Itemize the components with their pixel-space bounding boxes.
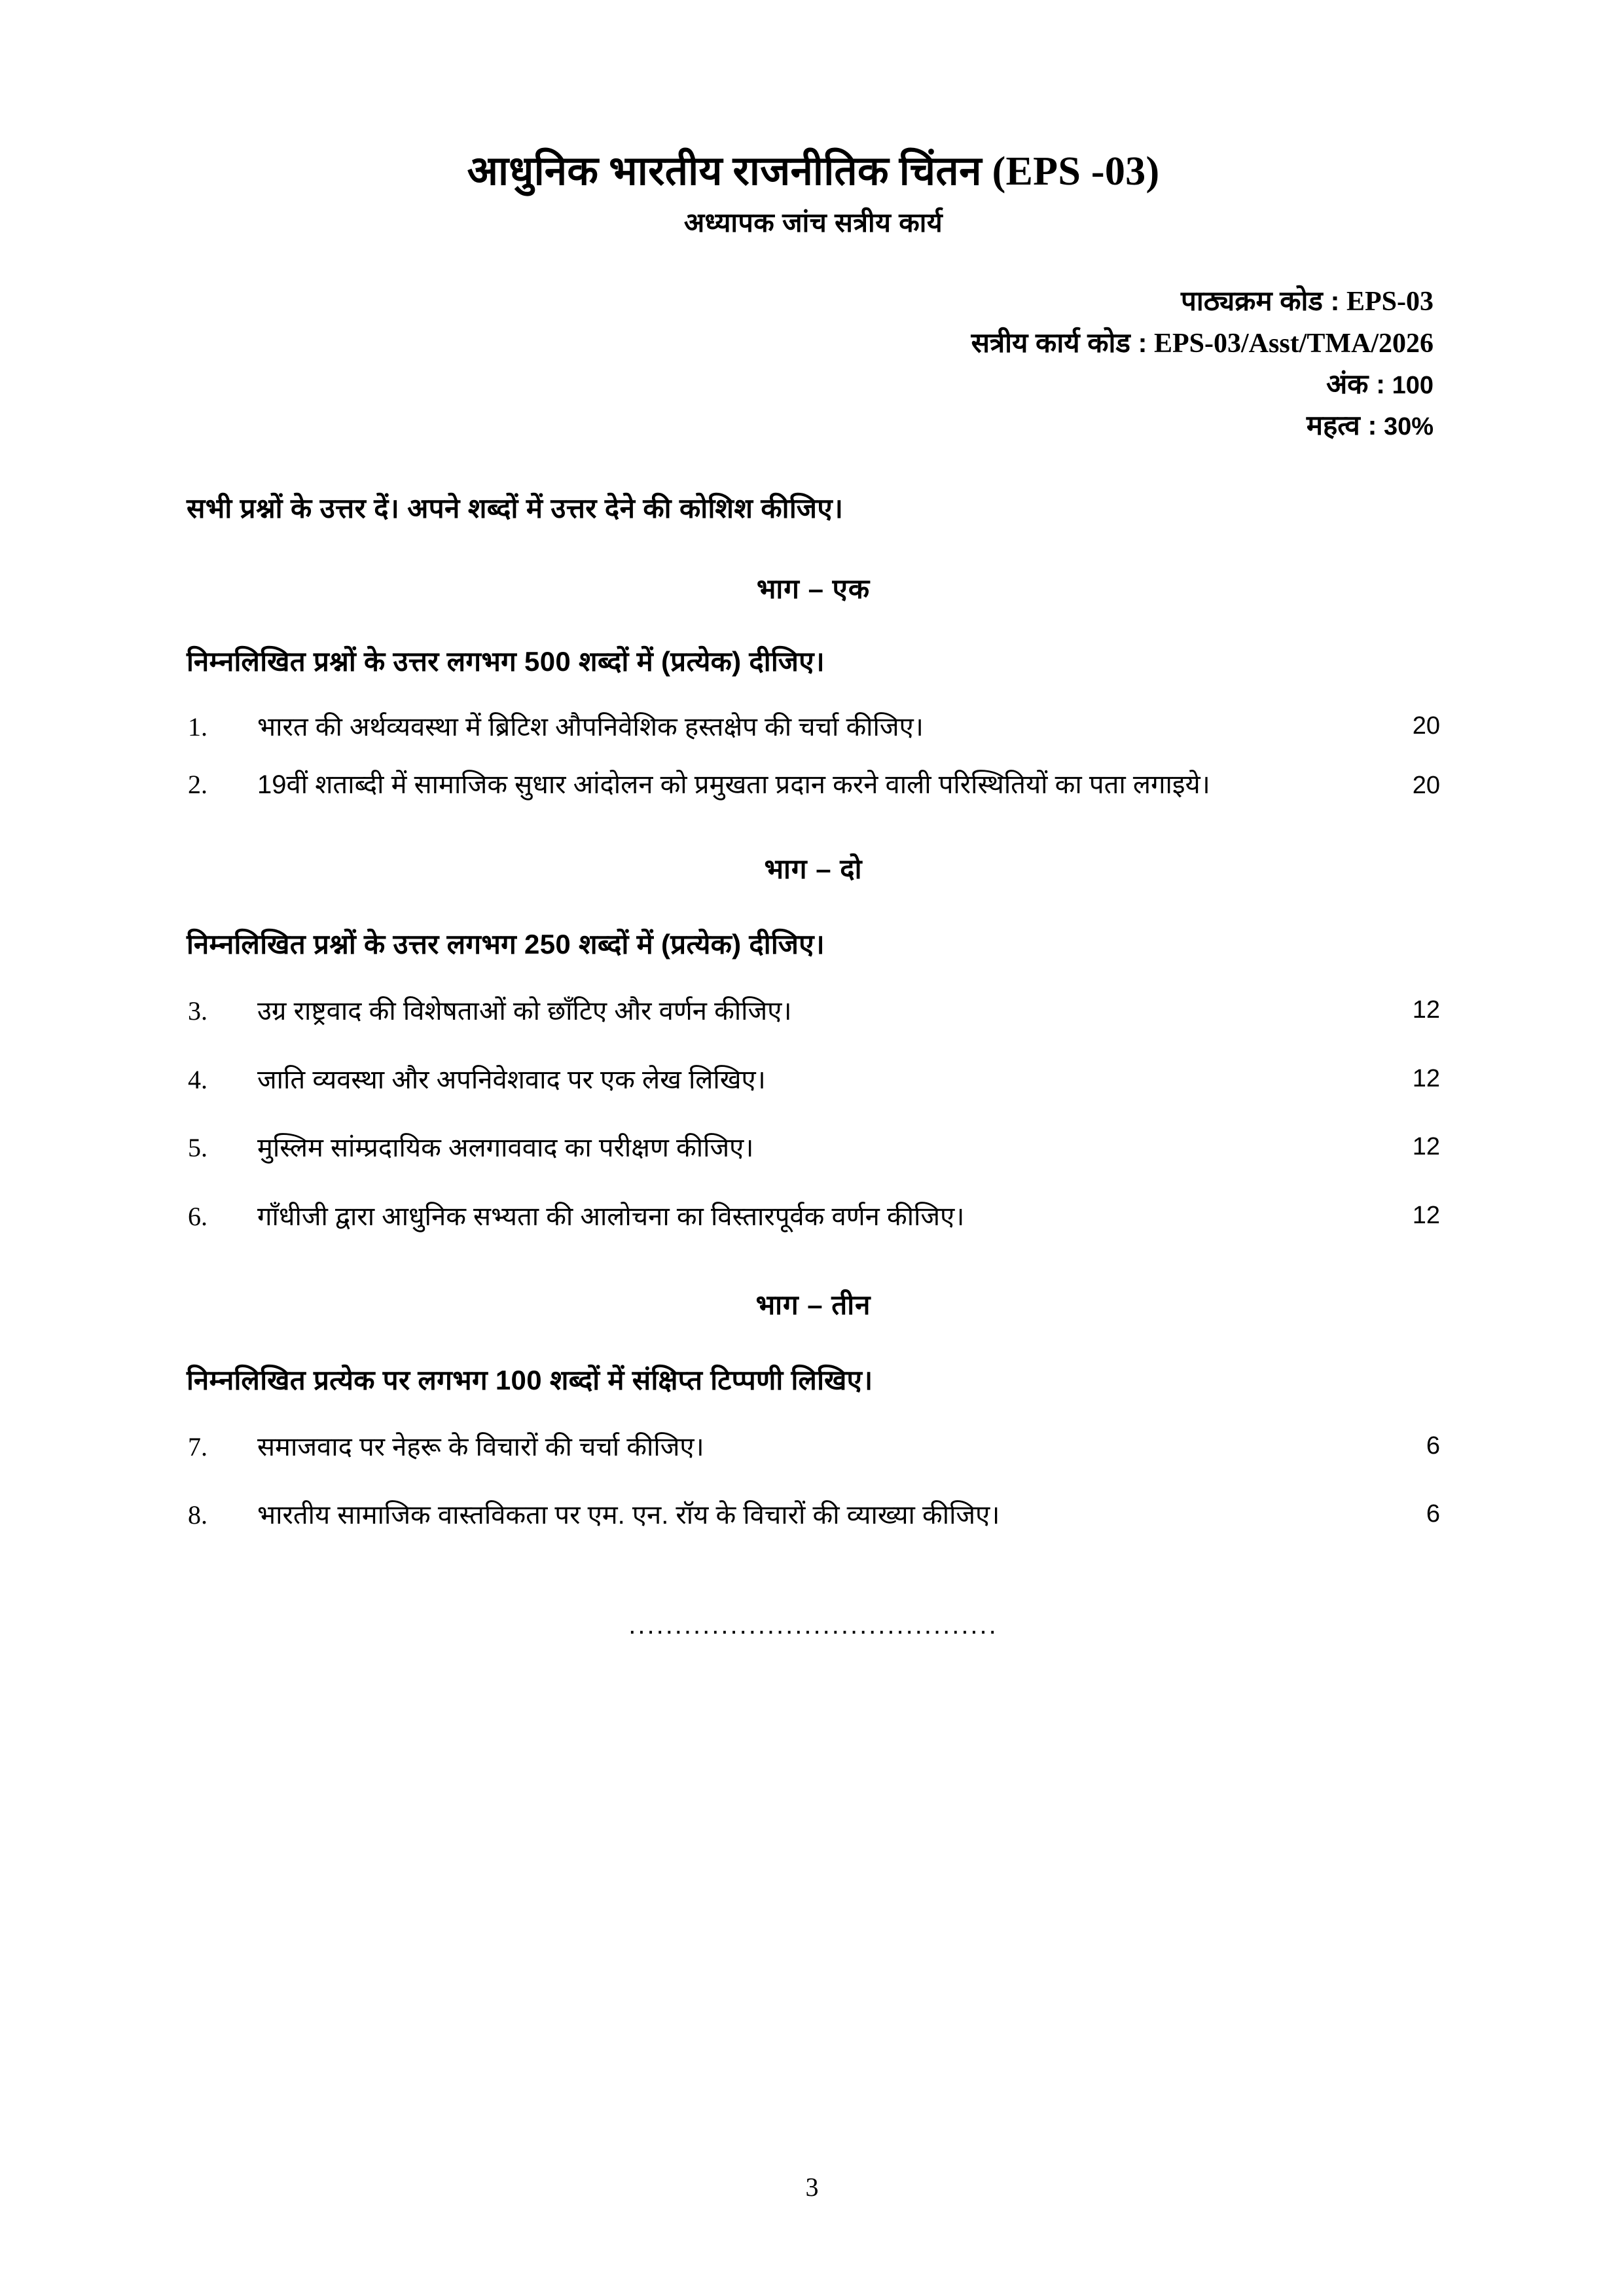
part-instruction-two: निम्नलिखित प्रश्नों के उत्तर लगभग 250 शब्दों में (प्रत्येक) दीजिए।: [187, 929, 825, 960]
course-code-label: पाठ्यक्रम कोड :: [1181, 285, 1340, 317]
question-text: भारतीय सामाजिक वास्तविकता पर एम. एन. रॉय के विचारों की व्याख्या कीजिए।: [257, 1501, 1000, 1530]
part-heading-three: भाग – तीन: [755, 1289, 871, 1321]
page-subtitle: अध्यापक जांच सत्रीय कार्य: [683, 207, 943, 238]
question-text: समाजवाद पर नेहरू के विचारों की चर्चा कीजिए।: [257, 1433, 704, 1462]
question-number: 8.: [188, 1500, 208, 1530]
weightage-value: 30%: [1383, 413, 1434, 441]
question-marks: 20: [1412, 711, 1440, 740]
question-row: [187, 1496, 1440, 1534]
page-number: 3: [805, 2172, 819, 2202]
question-list-part-one: [187, 708, 1440, 804]
course-code-line: [187, 281, 1434, 322]
question-list-part-three: [187, 1428, 1440, 1535]
question-number: 7.: [188, 1432, 208, 1462]
question-marks: 6: [1426, 1432, 1440, 1460]
page-content: [187, 0, 1440, 1640]
title-block: [187, 0, 1440, 240]
question-text: जाति व्यवस्था और अपनिवेशवाद पर एक लेख लिखिए।: [257, 1065, 766, 1094]
question-text: उग्र राष्ट्रवाद की विशेषताओं को छाँटिए और वर्णन कीजिए।: [257, 997, 792, 1026]
question-list-part-two: [187, 992, 1440, 1236]
question-number: 5.: [188, 1133, 208, 1163]
question-row: [187, 1428, 1440, 1466]
question-row: [187, 708, 1440, 746]
question-marks: 12: [1412, 1133, 1440, 1161]
question-marks: 12: [1412, 1201, 1440, 1229]
total-marks-label: अंक :: [1326, 368, 1386, 400]
part-instruction-one: निम्नलिखित प्रश्नों के उत्तर लगभग 500 शब्दों में (प्रत्येक) दीजिए।: [187, 645, 825, 677]
question-number: 1.: [188, 711, 208, 742]
question-number: 2.: [188, 770, 208, 800]
general-instruction: सभी प्रश्नों के उत्तर दें। अपने शब्दों में उत्तर देने की कोशिश कीजिए।: [187, 492, 844, 524]
assignment-code-line: [187, 323, 1434, 364]
assignment-code-value: EPS-03/Asst/TMA/2026: [1153, 328, 1434, 359]
page-title: आधुनिक भारतीय राजनीतिक चिंतन (EPS -03): [467, 149, 1160, 194]
assignment-meta-block: [187, 281, 1440, 446]
question-text: 19वीं शताब्दी में सामाजिक सुधार आंदोलन को प्रमुखता प्रदान करने वाली परिस्थितियों का पता लगाइये।: [257, 770, 1210, 800]
question-number: 3.: [188, 996, 208, 1026]
question-marks: 6: [1426, 1500, 1440, 1528]
assignment-code-label: सत्रीय कार्य कोड :: [971, 327, 1147, 358]
question-text: मुस्लिम सांम्प्रदायिक अलगाववाद का परीक्षण कीजिए।: [257, 1134, 754, 1163]
question-row: [187, 766, 1440, 804]
weightage-line: [187, 405, 1434, 446]
weightage-label: महत्व :: [1306, 410, 1377, 441]
question-row: [187, 1129, 1440, 1167]
total-marks-value: 100: [1392, 372, 1434, 400]
question-text: भारत की अर्थव्यवस्था में ब्रिटिश औपनिवेशिक हस्तक्षेप की चर्चा कीजिए।: [257, 712, 924, 742]
footer-separator: ........................................: [628, 1610, 998, 1640]
part-instruction-three: निम्नलिखित प्रत्येक पर लगभग 100 शब्दों में संक्षिप्त टिप्पणी लिखिए।: [187, 1365, 873, 1396]
question-number: 6.: [188, 1201, 208, 1231]
part-heading-two: भाग – दो: [764, 853, 863, 885]
question-marks: 12: [1412, 996, 1440, 1024]
question-marks: 12: [1412, 1064, 1440, 1092]
question-marks: 20: [1412, 772, 1440, 799]
question-row: [187, 1198, 1440, 1236]
question-row: [187, 1061, 1440, 1099]
part-heading-one: भाग – एक: [756, 573, 871, 604]
question-text: गाँधीजी द्वारा आधुनिक सभ्यता की आलोचना का विस्तारपूर्वक वर्णन कीजिए।: [257, 1202, 965, 1231]
question-row: [187, 992, 1440, 1030]
course-code-value: EPS-03: [1346, 287, 1434, 317]
question-number: 4.: [188, 1064, 208, 1094]
total-marks-line: [187, 364, 1434, 405]
